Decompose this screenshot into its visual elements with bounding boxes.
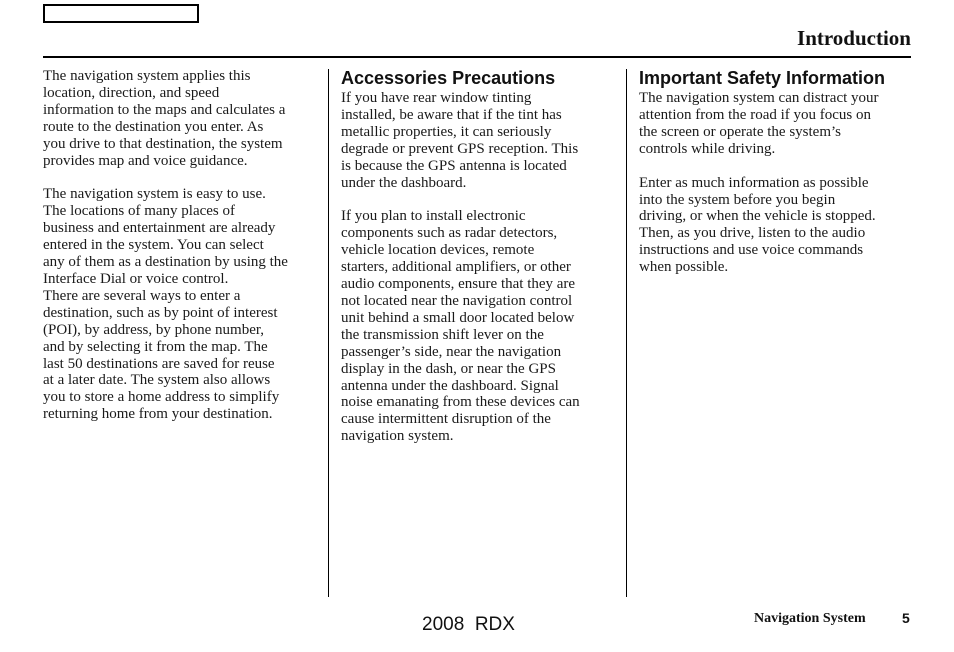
footer-section-label: Navigation System [754, 611, 866, 626]
paragraph-gap [341, 191, 616, 208]
page-title: Introduction [797, 26, 911, 50]
accessories-paragraph-1: If you have rear window tinting installed, be aware that if the tint has metallic properties, it can seriously degrade or prevent GPS reception. This is because the GPS antenna is located under the dashboard. [341, 90, 579, 191]
safety-paragraph-1: The navigation system can distract your attention from the road if you focus on the screen or operate the system’s controls while driving. [639, 90, 879, 157]
column-divider-right [626, 69, 627, 597]
paragraph-gap [43, 169, 315, 186]
accessories-heading: Accessories Precautions [341, 68, 556, 88]
intro-paragraph-1: The navigation system applies this location, direction, and speed information to the maps and calculates a route to the destination you enter. As you drive to that destination, the system provides map and voice guidance. [43, 68, 286, 169]
column-safety [639, 68, 914, 276]
header-tab-box [43, 4, 199, 23]
column-accessories [341, 68, 616, 445]
title-rule [43, 56, 911, 58]
column-intro [43, 68, 315, 423]
safety-paragraph-2: Enter as much information as possible into the system before you begin driving, or when the vehicle is stopped. Then, as you drive, listen to the audio instructions and use voice commands when possible. [639, 174, 876, 276]
column-divider-left [328, 69, 329, 597]
intro-paragraph-2: The navigation system is easy to use. The locations of many places of business and entertainment are already entered in the system. You can select any of them as a destination by using the Interface Dial or voice control. There are several ways to enter a destination, such as by point of interest (POI), by address, by phone number, and by selecting it from the map. The last 50 destinations are saved for reuse at a later date. The system also allows you to store a home address to simplify returning home from your destination. [43, 186, 288, 423]
paragraph-gap [639, 158, 914, 175]
footer-model-label: 2008 RDX [422, 614, 515, 635]
safety-heading: Important Safety Information [639, 68, 886, 88]
accessories-paragraph-2: If you plan to install electronic components such as radar detectors, vehicle location devices, remote starters, additional amplifiers, or other audio components, ensure that they are not located near the navigation control unit behind a small door located below the transmission shift lever on the passenger’s side, near the navigation display in the dash, or near the GPS antenna under the dashboard. Signal noise emanating from these devices can cause intermittent disruption of the navigation system. [341, 208, 580, 445]
page-number: 5 [902, 610, 910, 626]
